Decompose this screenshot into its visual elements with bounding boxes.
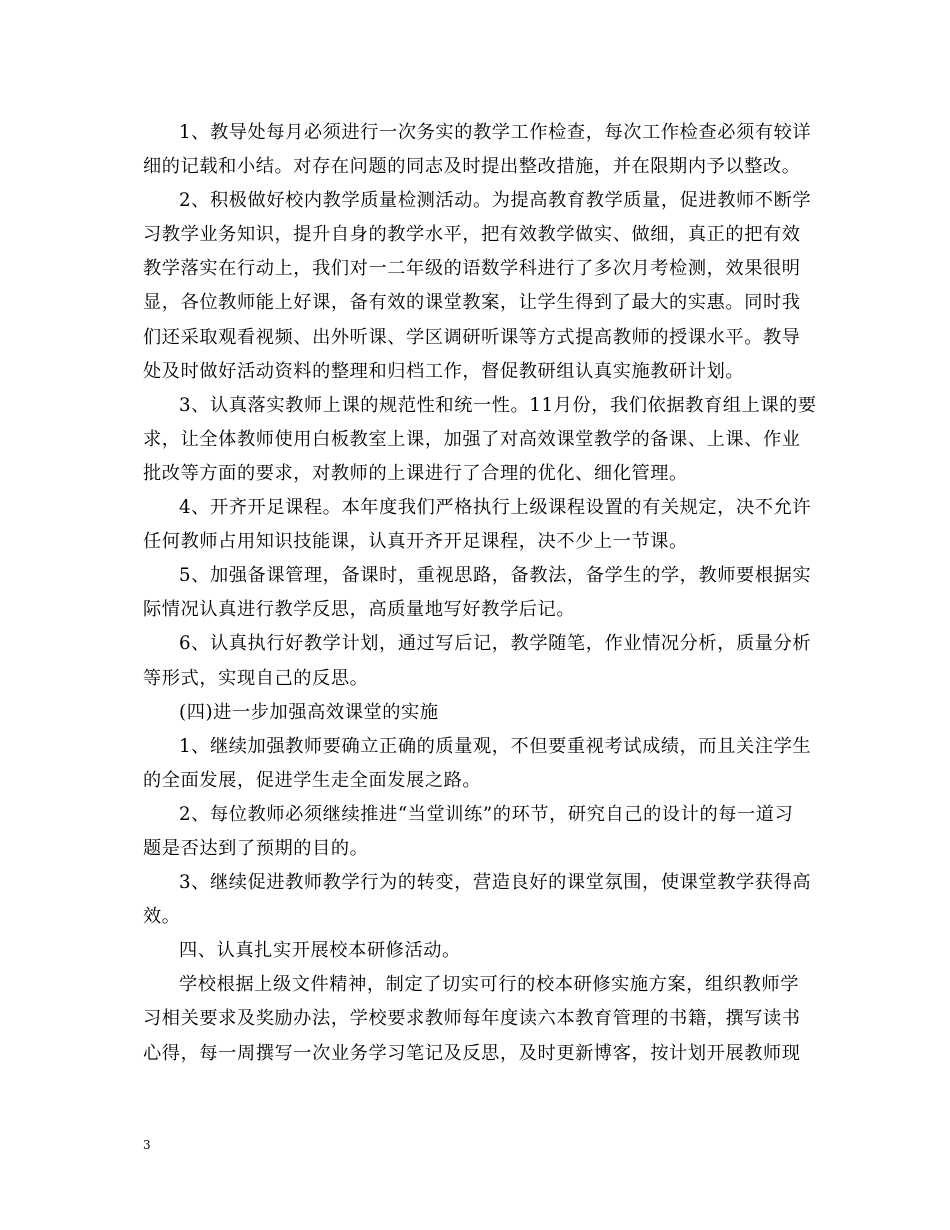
text-line: 细的记载和小结。对存在问题的同志及时提出整改措施，并在限期内予以整改。	[143, 156, 801, 178]
text-line: 4、开齐开足课程。本年度我们严格执行上级课程设置的有关规定，决不允许	[179, 497, 812, 519]
text-line: 学校根据上级文件精神，制定了切实可行的校本研修实施方案，组织教师学	[179, 974, 799, 996]
text-line: 3、认真落实教师上课的规范性和统一性。11月份，我们依据教育组上课的要	[179, 394, 817, 416]
text-line: 批改等方面的要求，对教师的上课进行了合理的优化、细化管理。	[143, 462, 688, 484]
text-line: 求，让全体教师使用白板教室上课，加强了对高效课堂教学的备课、上课、作业	[143, 428, 801, 450]
document-body	[143, 116, 817, 1071]
text-line: 1、教导处每月必须进行一次务实的教学工作检查，每次工作检查必须有较详	[179, 122, 812, 143]
text-line: 心得，每一周撰写一次业务学习笔记及反思，及时更新博客，按计划开展教师现	[143, 1042, 801, 1064]
text-line: 习教学业务知识，提升自身的教学水平，把有效教学做实、做细，真正的把有效	[143, 224, 801, 246]
text-line: 效。	[143, 906, 181, 928]
text-line: 5、加强备课管理，备课时，重视思路，备教法，备学生的学，教师要根据实	[179, 565, 812, 587]
text-line: 3、继续促进教师教学行为的转变，营造良好的课堂氛围，使课堂教学获得高	[179, 872, 812, 894]
text-line: 们还采取观看视频、出外听课、学区调研听课等方式提高教师的授课水平。教导	[143, 326, 801, 348]
text-line: 显，各位教师能上好课，备有效的课堂教案，让学生得到了最大的实惠。同时我	[143, 292, 801, 314]
text-line: 等形式，实现自己的反思。	[143, 667, 369, 689]
text-line: 际情况认真进行教学反思，高质量地写好教学后记。	[143, 599, 576, 621]
text-line: 习相关要求及奖励办法，学校要求教师每年度读六本教育管理的书籍，撰写读书	[143, 1008, 801, 1030]
page-number: 3	[143, 1138, 151, 1152]
text-line: 教学落实在行动上，我们对一二年级的语数学科进行了多次月考检测，效果很明	[143, 258, 801, 280]
text-line: 任何教师占用知识技能课，认真开齐开足课程，决不少上一节课。	[143, 531, 688, 553]
text-line: (四)进一步加强高效课堂的实施	[179, 701, 439, 723]
text-line: 6、认真执行好教学计划，通过写后记，教学随笔，作业情况分析，质量分析	[179, 633, 812, 655]
text-line: 1、继续加强教师要确立正确的质量观，不但要重视考试成绩，而且关注学生	[179, 735, 812, 757]
text-line: 四、认真扎实开展校本研修活动。	[179, 940, 461, 962]
text-line: 的全面发展，促进学生走全面发展之路。	[143, 769, 482, 791]
text-line: 2、积极做好校内教学质量检测活动。为提高教育教学质量，促进教师不断学	[179, 190, 812, 212]
text-line: 处及时做好活动资料的整理和归档工作，督促教研组认真实施教研计划。	[143, 360, 745, 382]
text-line: 题是否达到了预期的目的。	[143, 837, 369, 859]
text-line: 2、每位教师必须继续推进“当堂训练”的环节，研究自己的设计的每一道习	[179, 803, 794, 825]
